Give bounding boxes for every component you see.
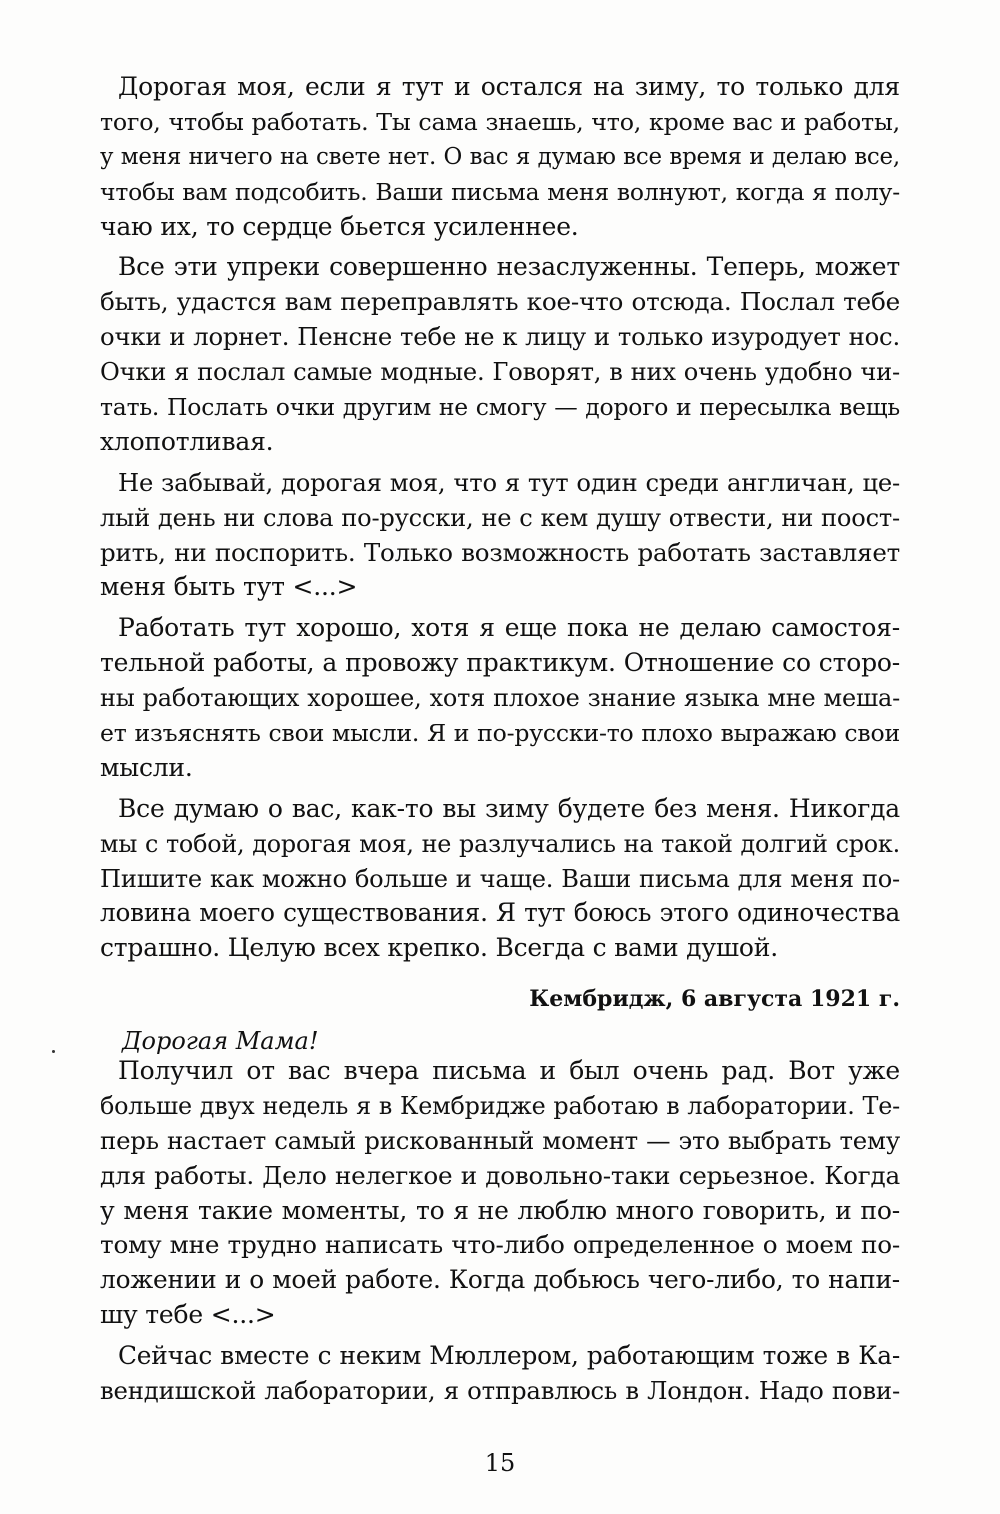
paragraph	[100, 1339, 900, 1409]
text-line: быть, удастся вам переправлять кое-что отсюда. Послал тебе	[100, 287, 900, 317]
text-line: для работы. Дело нелегкое и довольно-таки серьезное. Когда	[100, 1160, 900, 1190]
text-line: Дорогая моя, если я тут и остался на зиму, то только для	[118, 72, 900, 101]
text-line: Работать тут хорошо, хотя я еще пока не делаю самостоя-	[118, 613, 900, 643]
text-line: мы с тобой, дорогая моя, не разлучались на такой долгий срок.	[100, 829, 900, 858]
text-line: вендишской лаборатории, я отправлюсь в Лондон. Надо пови-	[100, 1376, 900, 1406]
text-line: ны работающих хорошее, хотя плохое знание языка мне меша-	[100, 684, 900, 713]
paragraph	[100, 1054, 900, 1333]
text-line: тать. Послать очки другим не смогу — дорого и пересылка вещь	[100, 393, 900, 422]
letter-salutation: Дорогая Мама!	[122, 1027, 319, 1055]
text-line: чаю их, то сердце бьется усиленнее.	[100, 211, 579, 241]
text-line: Сейчас вместе с неким Мюллером, работающим тоже в Ка-	[118, 1341, 900, 1371]
paragraph	[100, 466, 900, 606]
page-number: 15	[484, 1449, 516, 1477]
text-line: хлопотливая.	[100, 426, 274, 456]
text-line: мысли.	[100, 752, 193, 782]
text-line: Все эти упреки совершенно незаслуженны. Теперь, может	[118, 252, 900, 282]
text-line: ложении и о моей работе. Когда добьюсь чего-либо, то напи-	[100, 1265, 900, 1295]
paragraph	[100, 611, 900, 785]
text-line: у меня такие моменты, то я не люблю много говорить, и по-	[100, 1195, 900, 1225]
text-line: ловина моего существования. Я тут боюсь этого одиночества	[100, 898, 900, 928]
text-line: меня быть тут <...>	[100, 572, 358, 602]
text-line: Все думаю о вас, как-то вы зиму будете без меня. Никогда	[118, 793, 900, 823]
letter-dateline: Кембридж, 6 августа 1921 г.	[529, 986, 900, 1012]
text-line: очки и лорнет. Пенсне тебе не к лицу и только изуродует нос.	[100, 322, 900, 352]
text-line: лый день ни слова по-русски, не с кем душу отвести, ни поост-	[100, 503, 900, 532]
letter-2-body	[100, 1054, 900, 1415]
text-line: тельной работы, а провожу практикум. Отношение со сторо-	[100, 648, 900, 678]
text-line: того, чтобы работать. Ты сама знаешь, что, кроме вас и работы,	[100, 107, 900, 136]
text-line: у меня ничего на свете нет. О вас я думаю все время и делаю все,	[100, 143, 900, 170]
letter-1-body	[100, 70, 900, 972]
text-line: Пишите как можно больше и чаще. Ваши письма для меня по-	[100, 864, 900, 893]
paragraph	[100, 70, 900, 244]
text-line: чтобы вам подсобить. Ваши письма меня волнуют, когда я полу-	[100, 177, 900, 206]
text-line: рить, ни поспорить. Только возможность работать заставляет	[100, 537, 900, 567]
text-line: больше двух недель я в Кембридже работаю в лаборатории. Те-	[100, 1091, 900, 1120]
text-line: Очки я послал самые модные. Говорят, в них очень удобно чи-	[100, 358, 900, 387]
text-line: Не забывай, дорогая моя, что я тут один среди англичан, це-	[118, 467, 900, 497]
paragraph	[100, 792, 900, 966]
text-line: шу тебе <...>	[100, 1300, 276, 1330]
text-line: перь настает самый рискованный момент — это выбрать тему	[100, 1125, 900, 1155]
paragraph	[100, 250, 900, 459]
text-line: тому мне трудно написать что-либо определенное о моем по-	[100, 1230, 900, 1260]
text-line: ет изъяснять свои мысли. Я и по-русски-то плохо выражаю свои	[100, 719, 900, 748]
text-line: Получил от вас вчера письма и был очень рад. Вот уже	[118, 1056, 900, 1085]
print-speck	[52, 1050, 55, 1053]
text-line: страшно. Целую всех крепко. Всегда с вами душой.	[100, 933, 778, 963]
